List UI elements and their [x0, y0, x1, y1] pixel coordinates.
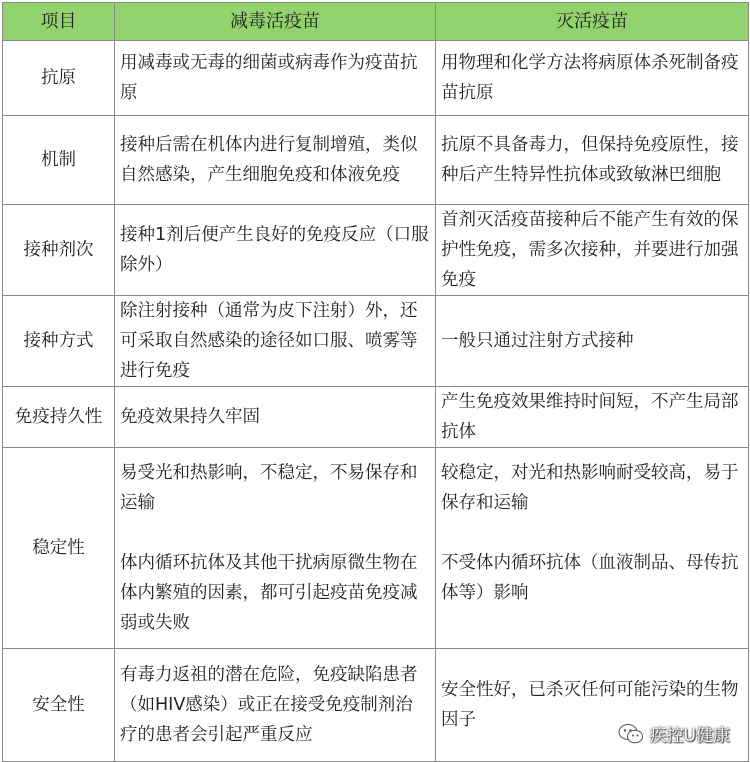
row-label: 接种剂次	[3, 205, 115, 296]
watermark	[618, 721, 730, 746]
inactivated-vaccine-cell: 安全性好，已杀灭任何可能污染的生物因子	[436, 649, 749, 762]
table-row-route	[3, 296, 749, 387]
header-inactivated-vaccine: 灭活疫苗	[436, 3, 749, 41]
inactivated-vaccine-cell: 产生免疫效果维持时间短，不产生局部抗体	[436, 387, 749, 448]
inactivated-vaccine-cell: 首剂灭活疫苗接种后不能产生有效的保护性免疫，需多次接种，并要进行加强免疫	[436, 205, 749, 296]
table-row-mechanism	[3, 116, 749, 205]
table-row-duration	[3, 387, 749, 448]
row-label: 抗原	[3, 41, 115, 116]
cell-paragraph: 不受体内循环抗体（血液制品、母传抗体等）影响	[441, 553, 739, 603]
table-row-stability	[3, 448, 749, 649]
comparison-table	[2, 2, 749, 762]
table-row-antigen	[3, 41, 749, 116]
inactivated-vaccine-cell	[436, 448, 749, 649]
row-label: 安全性	[3, 649, 115, 762]
inactivated-vaccine-cell: 抗原不具备毒力，但保持免疫原性，接种后产生特异性抗体或致敏淋巴细胞	[436, 116, 749, 205]
row-label: 稳定性	[3, 448, 115, 649]
cell-paragraph: 较稳定，对光和热影响耐受较高，易于保存和运输	[441, 463, 739, 513]
row-label: 接种方式	[3, 296, 115, 387]
table-header-row	[3, 3, 749, 41]
header-live-vaccine: 减毒活疫苗	[115, 3, 436, 41]
watermark-text: 疾控U健康	[649, 726, 730, 746]
header-item: 项目	[3, 3, 115, 41]
cell-paragraph: 易受光和热影响，不稳定，不易保存和运输	[120, 463, 418, 513]
row-label: 机制	[3, 116, 115, 205]
table-row-doses	[3, 205, 749, 296]
inactivated-vaccine-cell: 一般只通过注射方式接种	[436, 296, 749, 387]
live-vaccine-cell: 除注射接种（通常为皮下注射）外，还可采取自然感染的途径如口服、喷雾等进行免疫	[115, 296, 436, 387]
live-vaccine-cell: 接种1剂后便产生良好的免疫反应（口服除外）	[115, 205, 436, 296]
wechat-icon	[618, 723, 644, 745]
live-vaccine-cell: 用减毒或无毒的细菌或病毒作为疫苗抗原	[115, 41, 436, 116]
live-vaccine-cell: 接种后需在机体内进行复制增殖，类似自然感染，产生细胞免疫和体液免疫	[115, 116, 436, 205]
live-vaccine-cell	[115, 448, 436, 649]
cell-paragraph: 体内循环抗体及其他干扰病原微生物在体内繁殖的因素，都可引起疫苗免疫减弱或失败	[120, 553, 418, 633]
inactivated-vaccine-cell: 用物理和化学方法将病原体杀死制备疫苗抗原	[436, 41, 749, 116]
live-vaccine-cell: 免疫效果持久牢固	[115, 387, 436, 448]
row-label: 免疫持久性	[3, 387, 115, 448]
live-vaccine-cell: 有毒力返祖的潜在危险，免疫缺陷患者（如HIV感染）或正在接受免疫制剂治疗的患者会引起严重反应	[115, 649, 436, 762]
